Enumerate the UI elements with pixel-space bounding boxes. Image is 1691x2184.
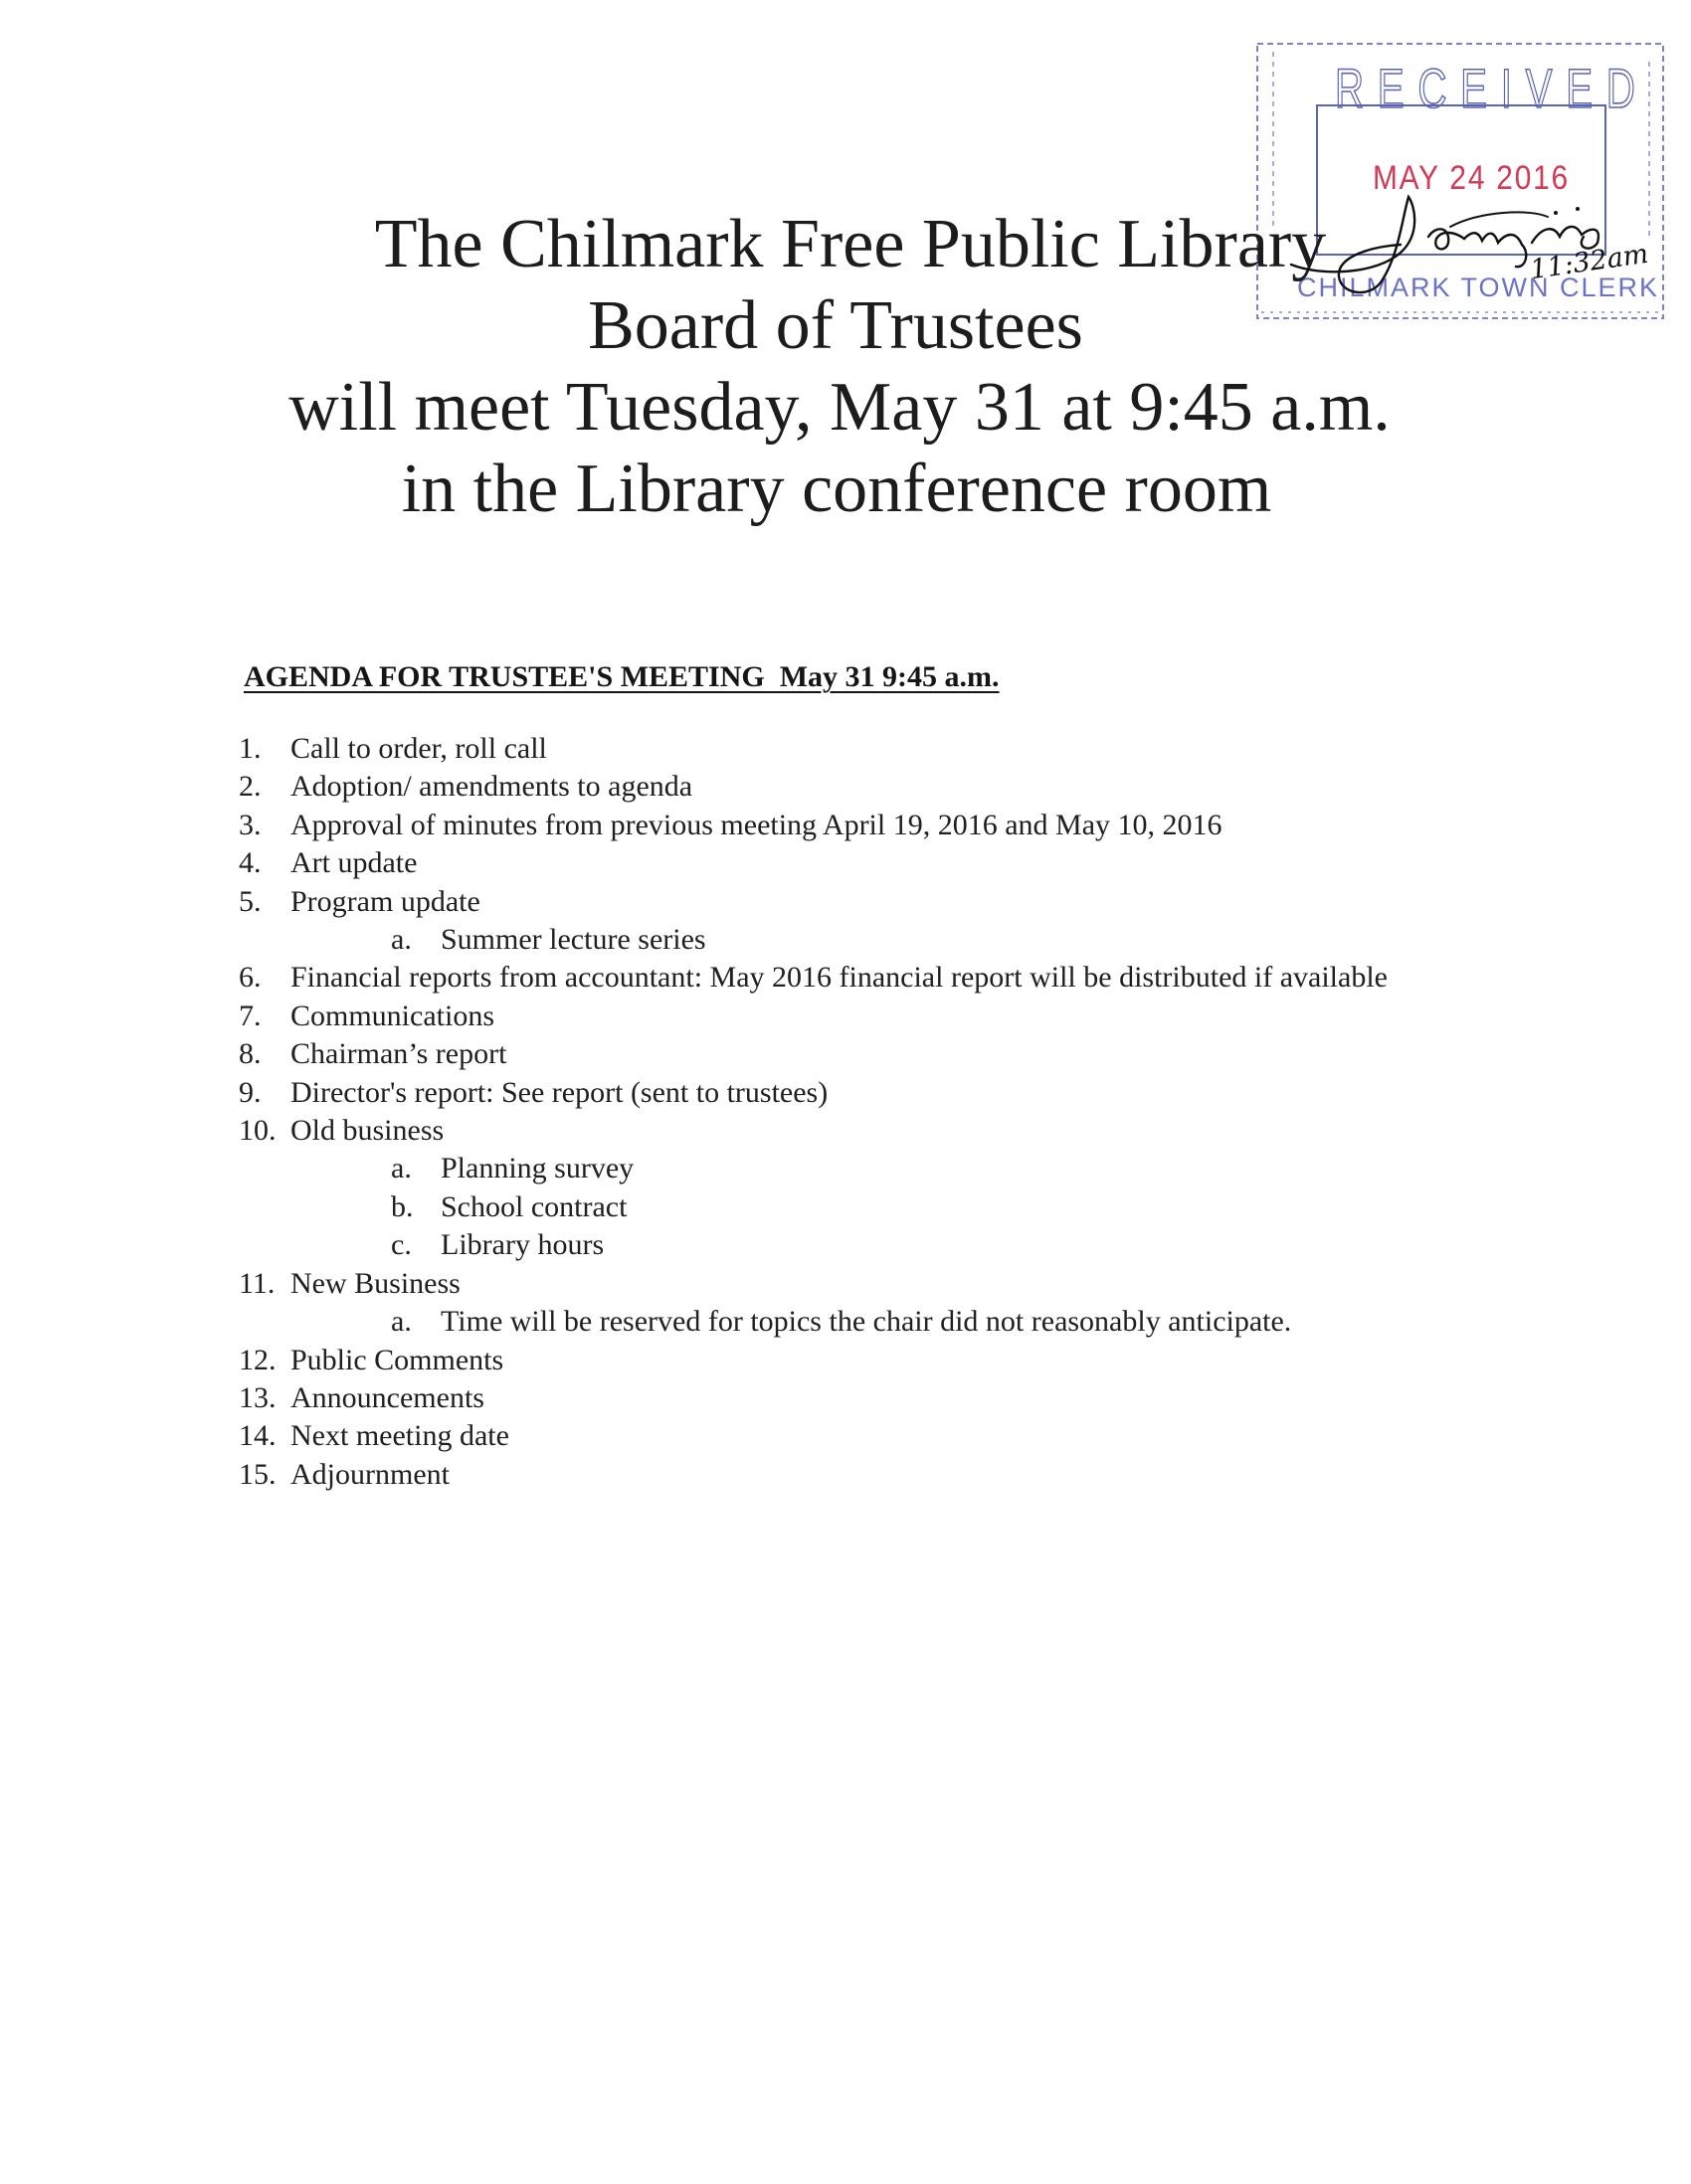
agenda-item [239,1112,1492,1150]
subitem-letter: a. [391,1152,412,1185]
agenda-item [239,844,1492,882]
item-text: Adjournment [290,1457,450,1491]
item-text: Public Comments [290,1343,504,1376]
agenda-subitem [239,1303,1492,1341]
subitem-letter: a. [391,923,412,957]
item-text: New Business [290,1266,461,1300]
item-number: 13. [239,1380,277,1414]
subitem-letter: a. [391,1305,412,1339]
item-number: 9. [239,1075,262,1109]
subitem-text: School contract [441,1189,628,1223]
signature-time-note: 11:32am [1528,238,1651,286]
agenda-item [239,998,1492,1035]
agenda-subitem [239,921,1492,959]
item-text: Old business [290,1114,445,1148]
agenda-item [239,959,1492,997]
stamp-date: MAY 24 2016 [1373,159,1570,197]
agenda-item [239,883,1492,921]
subitem-letter: c. [391,1228,412,1262]
agenda-item [239,807,1492,844]
item-number: 1. [239,732,262,765]
item-number: 5. [239,884,262,918]
item-number: 4. [239,846,262,880]
item-text: Next meeting date [290,1419,509,1453]
heading-library-name: The Chilmark Free Public Library [374,206,1327,282]
agenda-item [239,768,1492,806]
item-number: 7. [239,999,262,1032]
item-text: Adoption/ amendments to agenda [290,770,693,804]
agenda-list [239,730,1492,1494]
subitem-text: Library hours [441,1228,605,1262]
stamp-received-text: RECEIVED [1335,57,1649,119]
item-text: Announcements [290,1380,484,1414]
agenda-item [239,1035,1492,1073]
agenda-title: AGENDA FOR TRUSTEE'S MEETING May 31 9:45 a.m. [244,660,1000,693]
item-text: Approval of minutes from previous meeting April 19, 2016 and May 10, 2016 [290,808,1222,841]
stamp-clerk-label: CHILMARK TOWN CLERK [1297,273,1660,302]
item-text: Communications [290,999,494,1032]
subitem-text: Time will be reserved for topics the chair did not reasonably anticipate. [441,1305,1292,1339]
item-number: 14. [239,1419,277,1453]
item-number: 6. [239,961,262,995]
subitem-text: Summer lecture series [441,923,706,957]
agenda-item [239,1342,1492,1379]
item-text: Financial reports from accountant: May 2016 financial report will be distributed if available [290,961,1388,995]
heading-board: Board of Trustees [588,287,1083,364]
item-number: 8. [239,1037,262,1071]
subitem-text: Planning survey [441,1152,635,1185]
subitem-letter: b. [391,1189,414,1223]
item-number: 2. [239,770,262,804]
item-text: Art update [290,846,418,880]
item-number: 12. [239,1343,277,1376]
item-number: 10. [239,1114,277,1148]
item-text: Director's report: See report (sent to trustees) [290,1075,829,1109]
agenda-subitem [239,1226,1492,1264]
item-text: Call to order, roll call [290,732,547,765]
agenda-item [239,1379,1492,1417]
agenda-item [239,1417,1492,1455]
heading-location: in the Library conference room [401,451,1272,527]
heading-meeting-time: will meet Tuesday, May 31 at 9:45 a.m. [288,369,1391,446]
item-number: 15. [239,1457,277,1491]
agenda-subitem [239,1150,1492,1187]
item-number: 3. [239,808,262,841]
item-text: Program update [290,884,480,918]
item-text: Chairman’s report [290,1037,507,1071]
agenda-subitem [239,1188,1492,1226]
agenda-item [239,1456,1492,1494]
agenda-item [239,730,1492,768]
agenda-item [239,1265,1492,1303]
item-number: 11. [239,1266,276,1300]
agenda-item [239,1074,1492,1112]
